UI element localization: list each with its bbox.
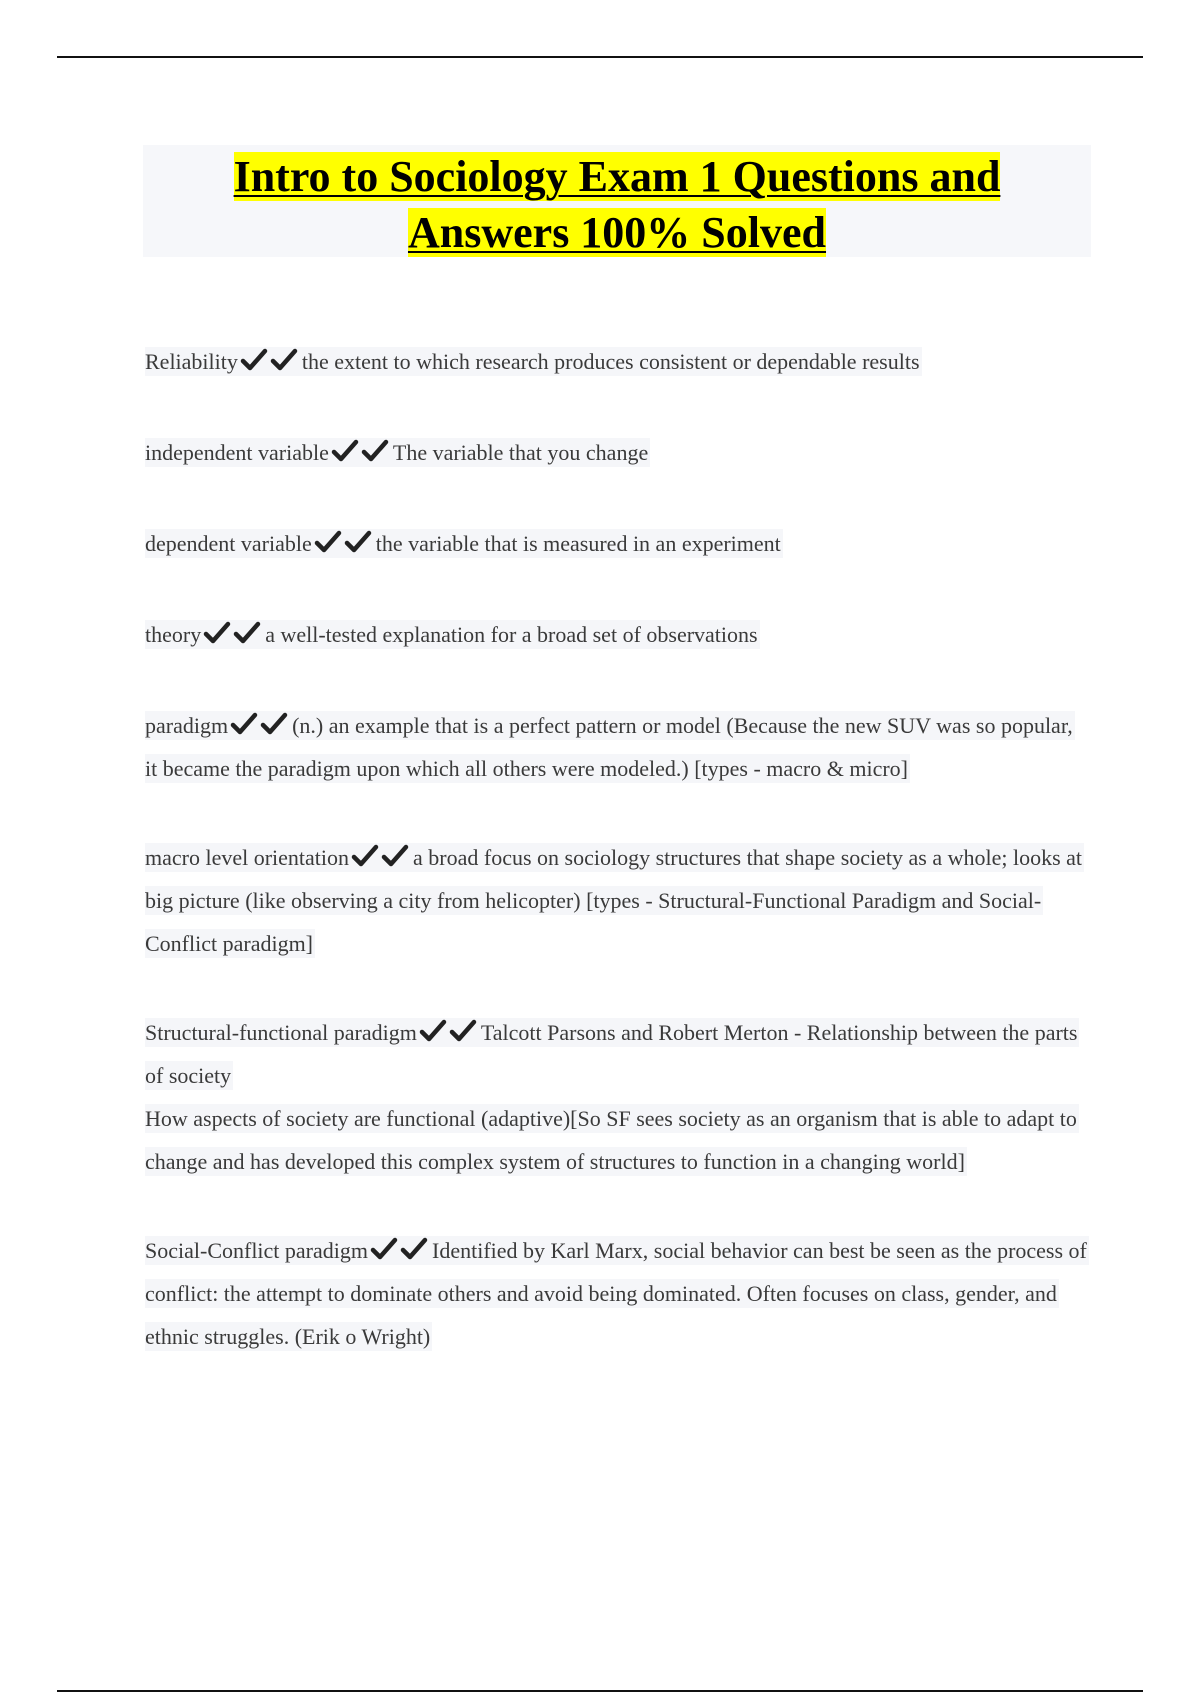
qa-definition: a well-tested explanation for a broad set of observations — [265, 622, 758, 647]
top-rule — [57, 56, 1143, 58]
qa-term: independent variable — [145, 440, 329, 465]
qa-item-theory — [145, 613, 1090, 656]
qa-item-macro-level-orientation — [145, 836, 1090, 965]
checkmark-icon — [203, 621, 231, 645]
qa-item-independent-variable — [145, 431, 1090, 474]
title-line-1: Intro to Sociology Exam 1 Questions and — [233, 152, 1001, 201]
qa-definition: the variable that is measured in an experiment — [375, 531, 781, 556]
checkmark-icon — [351, 844, 379, 868]
qa-term: paradigm — [145, 713, 229, 738]
checkmark-icon — [370, 1237, 398, 1261]
document-title — [143, 145, 1091, 261]
qa-definition: The variable that you change — [392, 440, 649, 465]
qa-definition: a broad focus on sociology structures that shape society as a whole; looks at big picture (like observing a city from helicopter) [types - Structural-Functional Paradigm and Social-Conflict paradigm] — [145, 845, 1083, 956]
checkmark-icon — [361, 439, 389, 463]
qa-term: Structural-functional paradigm — [145, 1020, 417, 1045]
qa-term: Reliability — [145, 349, 238, 374]
qa-item-structural-functional-paradigm — [145, 1011, 1090, 1183]
checkmark-icon — [449, 1019, 477, 1043]
qa-definition: Identified by Karl Marx, social behavior can best be seen as the process of conflict: the attempt to dominate others and avoid being dominated. Often focuses on class, gender, and ethnic struggles. (Erik o Wright) — [145, 1238, 1087, 1349]
title-box — [143, 145, 1091, 257]
qa-item-dependent-variable — [145, 522, 1090, 565]
checkmark-icon — [331, 439, 359, 463]
checkmark-icon — [400, 1237, 428, 1261]
bottom-rule — [57, 1690, 1143, 1692]
checkmark-icon — [314, 530, 342, 554]
checkmark-icon — [240, 348, 268, 372]
qa-extra-text: How aspects of society are functional (adaptive)[So SF sees society as an organism that is able to adapt to change and has developed this complex system of structures to function in a changing world] — [145, 1106, 1077, 1174]
title-line-2: Answers 100% Solved — [407, 208, 827, 257]
checkmark-icon — [230, 712, 258, 736]
qa-term: Social-Conflict paradigm — [145, 1238, 368, 1263]
checkmark-icon — [344, 530, 372, 554]
qa-definition: the extent to which research produces consistent or dependable results — [301, 349, 920, 374]
qa-definition: Talcott Parsons and Robert Merton - Relationship between the parts of society — [145, 1020, 1078, 1088]
checkmark-icon — [270, 348, 298, 372]
checkmark-icon — [233, 621, 261, 645]
checkmark-icon — [381, 844, 409, 868]
qa-term: theory — [145, 622, 202, 647]
qa-item-paradigm — [145, 704, 1090, 790]
qa-list — [145, 340, 1090, 1358]
qa-term: macro level orientation — [145, 845, 350, 870]
qa-item-reliability — [145, 340, 1090, 383]
checkmark-icon — [260, 712, 288, 736]
qa-term: dependent variable — [145, 531, 312, 556]
qa-item-social-conflict-paradigm — [145, 1229, 1090, 1358]
checkmark-icon — [419, 1019, 447, 1043]
qa-definition: (n.) an example that is a perfect pattern or model (Because the new SUV was so popular, it became the paradigm upon which all others were modeled.) [types - macro & micro] — [145, 713, 1073, 781]
